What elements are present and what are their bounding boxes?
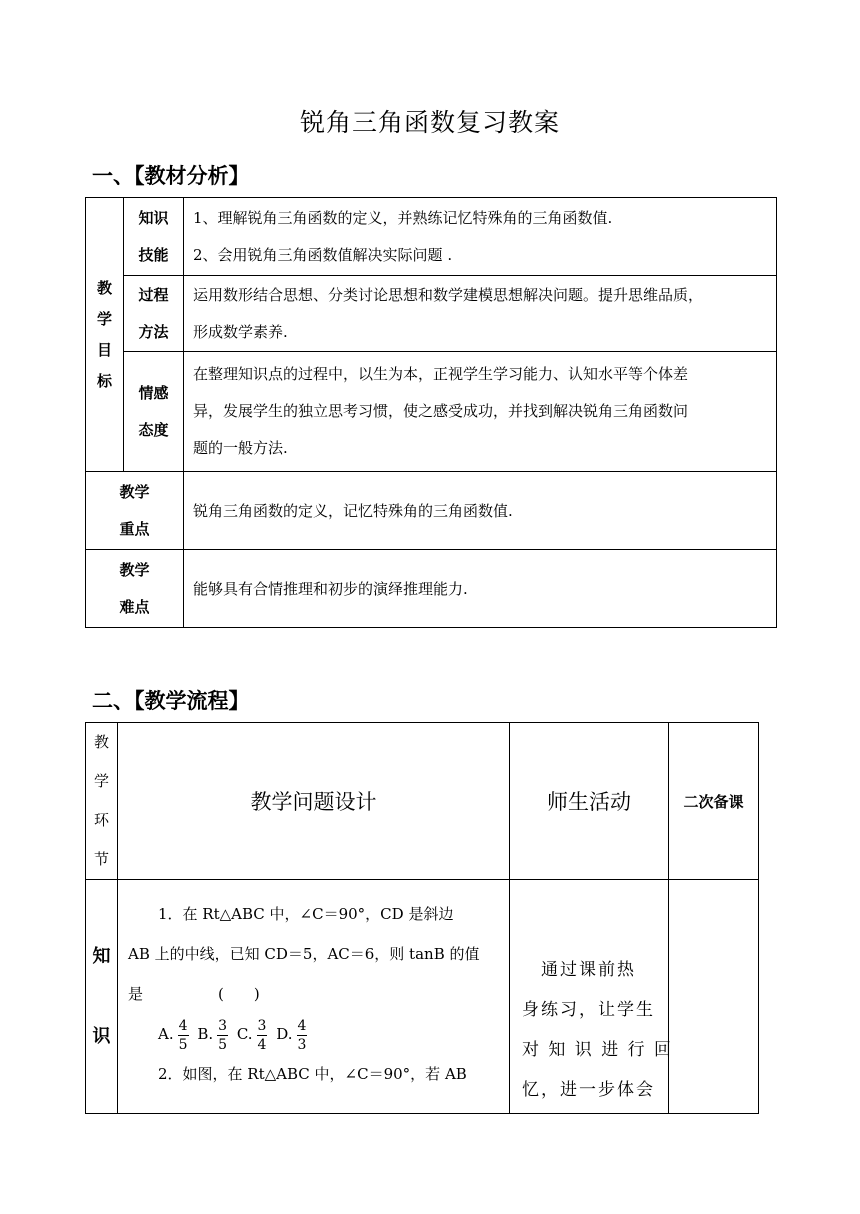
teaching-flow-table: [85, 722, 759, 1114]
emotion-attitude-label: 情感 态度: [124, 352, 184, 472]
key-point-label: 教学 重点: [86, 472, 184, 550]
option-c-fraction: $\frac{3}{4}$: [257, 1017, 267, 1053]
option-d-fraction: $\frac{4}{3}$: [297, 1017, 307, 1053]
problem-1-line-3: 是 ( ): [128, 985, 260, 1003]
knowledge-skill-content: 1、理解锐角三角函数的定义，并熟练记忆特殊角的三角函数值. 2、会用锐角三角函数值解决实际问题 .: [184, 198, 777, 276]
section-heading-flow: 二、【教学流程】: [92, 689, 250, 713]
option-b-letter: B.: [197, 1025, 214, 1043]
difficulty-content: 能够具有合情推理和初步的演绎推理能力.: [184, 550, 777, 628]
option-a-letter: A.: [158, 1025, 174, 1043]
stage-header: 教 学 环 节: [86, 723, 118, 880]
problem-design-cell: [118, 880, 510, 1114]
activity-header: 师生活动: [510, 723, 669, 880]
problem-1-line-2: AB 上的中线，已知 CD＝5，AC＝6，则 tanB 的值: [128, 945, 480, 963]
difficulty-label: 教学 难点: [86, 550, 184, 628]
option-c-letter: C.: [236, 1025, 253, 1043]
problem-1-line-1: 1．在 Rt△ABC 中，∠C＝90°，CD 是斜边: [158, 905, 454, 923]
option-a-fraction: $\frac{4}{5}$: [178, 1017, 188, 1053]
knowledge-skill-label: 知识 技能: [124, 198, 184, 276]
key-point-content: 锐角三角函数的定义，记忆特殊角的三角函数值.: [184, 472, 777, 550]
section-heading-analysis: 一、【教材分析】: [92, 164, 250, 188]
problem-1-options: [128, 1014, 501, 1054]
activity-cell: 通过课前热 身练习，让学生 对 知 识 进 行 回 忆，进一步体会: [510, 880, 669, 1114]
problem-2-line-1: 2．如图，在 Rt△ABC 中，∠C＝90°，若 AB: [158, 1065, 467, 1083]
process-method-content: 运用数形结合思想、分类讨论思想和数学建模思想解决问题。提升思维品质， 形成数学素养.: [184, 276, 777, 352]
design-header: 教学问题设计: [118, 723, 510, 880]
option-b-fraction: $\frac{3}{5}$: [218, 1017, 228, 1053]
document-title: 锐角三角函数复习教案: [299, 108, 560, 137]
analysis-table: [85, 197, 777, 628]
emotion-attitude-content: 在整理知识点的过程中，以生为本，正视学生学习能力、认知水平等个体差 异，发展学生的独立思考习惯，使之感受成功，并找到解决锐角三角函数问 题的一般方法.: [184, 352, 777, 472]
notes-cell: [669, 880, 759, 1114]
notes-header: 二次备课: [669, 723, 759, 880]
objectives-label: 教 学 目 标: [86, 198, 124, 472]
knowledge-stage-label: 知 识: [86, 880, 118, 1114]
option-d-letter: D.: [276, 1025, 293, 1043]
process-method-label: 过程 方法: [124, 276, 184, 352]
